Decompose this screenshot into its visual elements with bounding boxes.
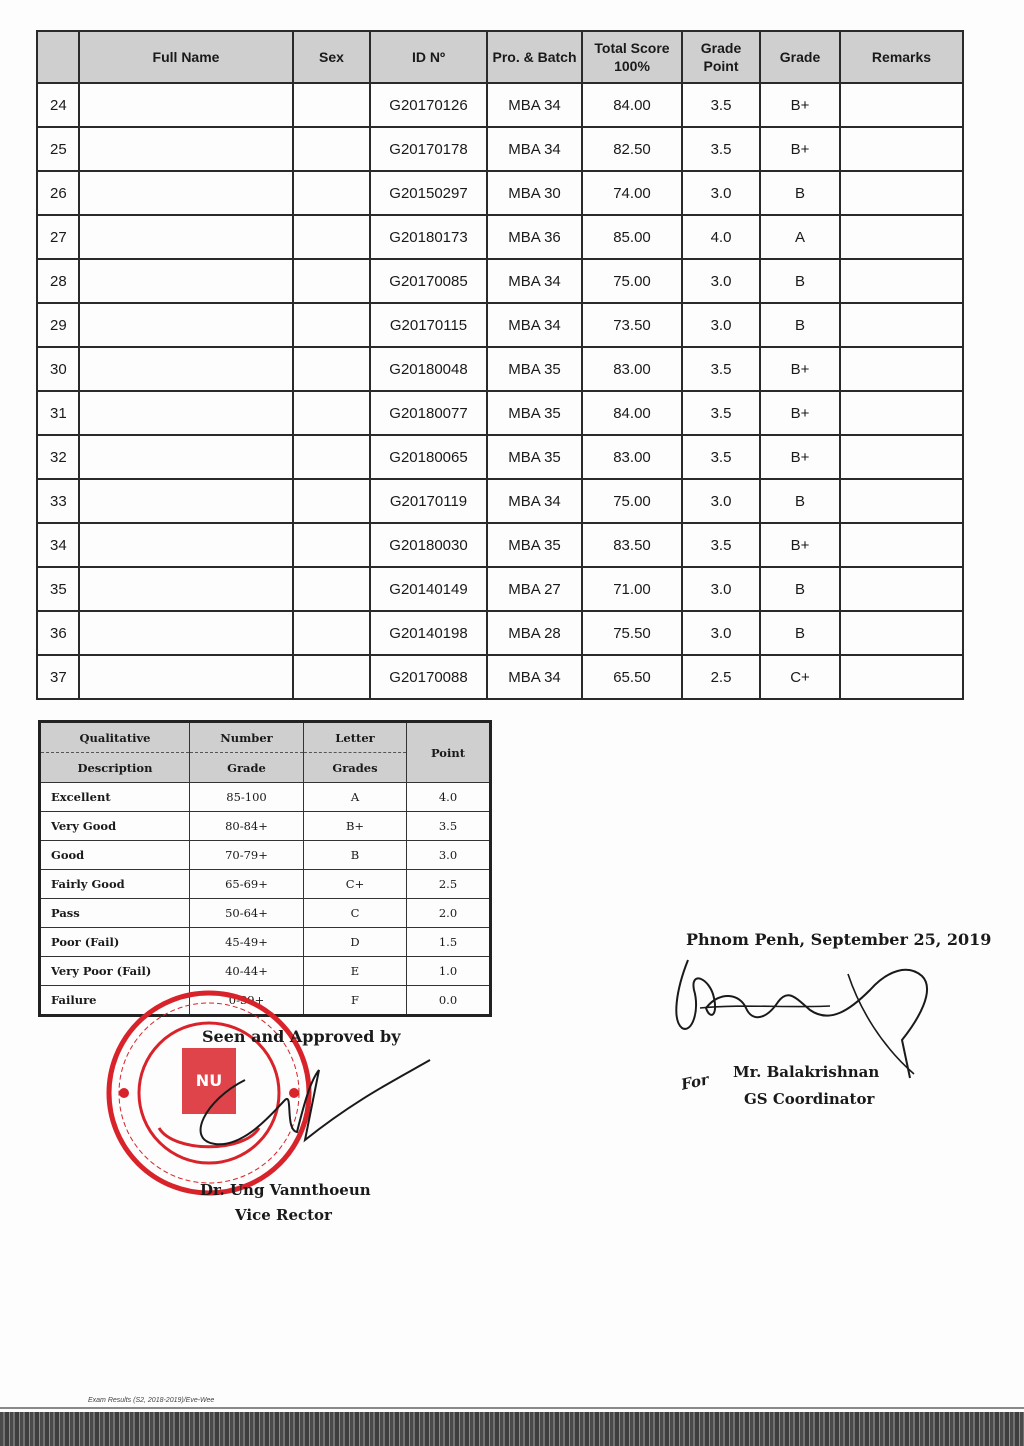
cell-batch: MBA 35 xyxy=(487,435,582,479)
table-row xyxy=(37,303,963,347)
cell-batch: MBA 35 xyxy=(487,347,582,391)
cell-remarks xyxy=(840,391,963,435)
cell-batch: MBA 28 xyxy=(487,611,582,655)
scale-row xyxy=(40,928,491,957)
cell-id: G20170085 xyxy=(370,259,487,303)
cell-grade: B+ xyxy=(760,435,840,479)
cell-id: G20140198 xyxy=(370,611,487,655)
cell-no: 33 xyxy=(37,479,79,523)
results-body xyxy=(37,83,963,699)
cell-score: 82.50 xyxy=(582,127,682,171)
cell-remarks xyxy=(840,215,963,259)
cell-grade-point: 3.5 xyxy=(682,127,760,171)
table-row xyxy=(37,479,963,523)
scale-desc: Very Poor (Fail) xyxy=(40,957,190,986)
table-row xyxy=(37,171,963,215)
cell-grade-point: 3.0 xyxy=(682,479,760,523)
cell-sex xyxy=(293,435,370,479)
scale-desc: Failure xyxy=(40,986,190,1016)
scale-point: 1.5 xyxy=(407,928,491,957)
scale-point: 3.5 xyxy=(407,812,491,841)
scale-header-num-bot: Grade xyxy=(190,753,304,783)
cell-remarks xyxy=(840,347,963,391)
table-row xyxy=(37,259,963,303)
cell-name xyxy=(79,171,293,215)
cell-grade-point: 3.0 xyxy=(682,567,760,611)
cell-grade-point: 3.5 xyxy=(682,83,760,127)
scan-line xyxy=(0,1407,1024,1409)
cell-name xyxy=(79,391,293,435)
scale-range: 45-49+ xyxy=(190,928,304,957)
header-total-line2: 100% xyxy=(614,58,650,74)
cell-remarks xyxy=(840,127,963,171)
cell-no: 28 xyxy=(37,259,79,303)
scale-body xyxy=(40,783,491,1016)
table-row xyxy=(37,127,963,171)
cell-name xyxy=(79,611,293,655)
cell-grade: B xyxy=(760,171,840,215)
cell-batch: MBA 30 xyxy=(487,171,582,215)
cell-grade-point: 2.5 xyxy=(682,655,760,699)
scale-point: 0.0 xyxy=(407,986,491,1016)
cell-grade-point: 4.0 xyxy=(682,215,760,259)
cell-score: 65.50 xyxy=(582,655,682,699)
cell-batch: MBA 34 xyxy=(487,303,582,347)
cell-name xyxy=(79,479,293,523)
table-row xyxy=(37,83,963,127)
cell-score: 85.00 xyxy=(582,215,682,259)
cell-grade-point: 3.5 xyxy=(682,435,760,479)
cell-batch: MBA 34 xyxy=(487,127,582,171)
cell-name xyxy=(79,259,293,303)
cell-grade: B+ xyxy=(760,523,840,567)
cell-name xyxy=(79,83,293,127)
scale-desc: Fairly Good xyxy=(40,870,190,899)
scale-letter: B xyxy=(304,841,407,870)
cell-grade-point: 3.0 xyxy=(682,171,760,215)
rector-name: Dr. Ung Vannthoeun xyxy=(200,1181,371,1199)
scale-header-num-top: Number xyxy=(190,722,304,753)
cell-sex xyxy=(293,523,370,567)
scale-row xyxy=(40,870,491,899)
scale-header-point: Point xyxy=(407,722,491,783)
cell-id: G20170119 xyxy=(370,479,487,523)
cell-id: G20170126 xyxy=(370,83,487,127)
scale-row xyxy=(40,783,491,812)
cell-grade: B+ xyxy=(760,83,840,127)
cell-name xyxy=(79,347,293,391)
cell-grade: A xyxy=(760,215,840,259)
cell-remarks xyxy=(840,83,963,127)
cell-name xyxy=(79,215,293,259)
header-remarks: Remarks xyxy=(840,31,963,83)
scale-range: 40-44+ xyxy=(190,957,304,986)
cell-no: 31 xyxy=(37,391,79,435)
cell-remarks xyxy=(840,259,963,303)
scale-row xyxy=(40,841,491,870)
cell-no: 36 xyxy=(37,611,79,655)
date-line: Phnom Penh, September 25, 2019 xyxy=(686,930,992,949)
cell-score: 83.00 xyxy=(582,347,682,391)
cell-grade-point: 3.0 xyxy=(682,303,760,347)
table-row xyxy=(37,567,963,611)
header-total-score xyxy=(582,31,682,83)
cell-score: 74.00 xyxy=(582,171,682,215)
cell-score: 73.50 xyxy=(582,303,682,347)
cell-batch: MBA 34 xyxy=(487,83,582,127)
cell-id: G20170115 xyxy=(370,303,487,347)
cell-grade-point: 3.5 xyxy=(682,391,760,435)
cell-sex xyxy=(293,479,370,523)
scale-point: 1.0 xyxy=(407,957,491,986)
cell-no: 37 xyxy=(37,655,79,699)
header-sex: Sex xyxy=(293,31,370,83)
cell-grade: B xyxy=(760,611,840,655)
scale-row xyxy=(40,957,491,986)
cell-name xyxy=(79,655,293,699)
cell-batch: MBA 36 xyxy=(487,215,582,259)
cell-grade: B xyxy=(760,259,840,303)
cell-score: 83.50 xyxy=(582,523,682,567)
cell-no: 27 xyxy=(37,215,79,259)
cell-no: 29 xyxy=(37,303,79,347)
cell-remarks xyxy=(840,303,963,347)
cell-batch: MBA 34 xyxy=(487,479,582,523)
scale-desc: Very Good xyxy=(40,812,190,841)
header-gp-line1: Grade xyxy=(700,39,742,56)
scale-point: 4.0 xyxy=(407,783,491,812)
cell-id: G20180048 xyxy=(370,347,487,391)
scale-desc: Pass xyxy=(40,899,190,928)
cell-grade: B+ xyxy=(760,391,840,435)
table-row xyxy=(37,347,963,391)
cell-id: G20180173 xyxy=(370,215,487,259)
cell-sex xyxy=(293,611,370,655)
footer-reference: Exam Results (S2, 2018-2019)/Eve-Wee xyxy=(88,1397,215,1404)
cell-sex xyxy=(293,259,370,303)
cell-id: G20170088 xyxy=(370,655,487,699)
cell-name xyxy=(79,303,293,347)
cell-batch: MBA 35 xyxy=(487,391,582,435)
cell-grade: B+ xyxy=(760,347,840,391)
scale-row xyxy=(40,899,491,928)
results-table xyxy=(36,30,964,700)
cell-remarks xyxy=(840,479,963,523)
scale-range: 65-69+ xyxy=(190,870,304,899)
cell-id: G20170178 xyxy=(370,127,487,171)
cell-grade: B xyxy=(760,303,840,347)
header-id: ID Nº xyxy=(370,31,487,83)
scale-header-desc-top: Qualitative xyxy=(40,722,190,753)
header-total-line1: Total Score xyxy=(594,39,670,56)
scale-header-row-top xyxy=(40,722,491,753)
coordinator-title: GS Coordinator xyxy=(744,1090,875,1108)
scale-header-desc-bot: Description xyxy=(40,753,190,783)
cell-no: 24 xyxy=(37,83,79,127)
rector-title: Vice Rector xyxy=(235,1206,332,1224)
cell-score: 71.00 xyxy=(582,567,682,611)
cell-no: 30 xyxy=(37,347,79,391)
scale-range: 85-100 xyxy=(190,783,304,812)
cell-batch: MBA 34 xyxy=(487,259,582,303)
cell-grade: C+ xyxy=(760,655,840,699)
scale-letter: E xyxy=(304,957,407,986)
scale-point: 2.5 xyxy=(407,870,491,899)
cell-no: 35 xyxy=(37,567,79,611)
scale-row xyxy=(40,812,491,841)
cell-grade: B xyxy=(760,567,840,611)
cell-sex xyxy=(293,215,370,259)
scale-point: 2.0 xyxy=(407,899,491,928)
cell-sex xyxy=(293,391,370,435)
results-header-row xyxy=(37,31,963,83)
table-row xyxy=(37,435,963,479)
cell-no: 26 xyxy=(37,171,79,215)
scale-letter: C+ xyxy=(304,870,407,899)
cell-remarks xyxy=(840,567,963,611)
cell-score: 84.00 xyxy=(582,83,682,127)
cell-remarks xyxy=(840,523,963,567)
university-seal xyxy=(104,988,314,1198)
scale-letter: C xyxy=(304,899,407,928)
scale-header-letter-top: Letter xyxy=(304,722,407,753)
scale-range: 70-79+ xyxy=(190,841,304,870)
table-row xyxy=(37,655,963,699)
cell-grade-point: 3.0 xyxy=(682,611,760,655)
for-mark: For xyxy=(679,1070,711,1094)
scale-point: 3.0 xyxy=(407,841,491,870)
header-no xyxy=(37,31,79,83)
cell-grade-point: 3.0 xyxy=(682,259,760,303)
cell-grade: B+ xyxy=(760,127,840,171)
table-row xyxy=(37,391,963,435)
cell-remarks xyxy=(840,611,963,655)
scale-header-letter-bot: Grades xyxy=(304,753,407,783)
cell-name xyxy=(79,435,293,479)
cell-no: 32 xyxy=(37,435,79,479)
cell-sex xyxy=(293,127,370,171)
scale-range: 50-64+ xyxy=(190,899,304,928)
cell-sex xyxy=(293,83,370,127)
scan-edge xyxy=(0,1412,1024,1446)
cell-batch: MBA 35 xyxy=(487,523,582,567)
cell-id: G20140149 xyxy=(370,567,487,611)
cell-name xyxy=(79,567,293,611)
cell-sex xyxy=(293,655,370,699)
cell-id: G20180030 xyxy=(370,523,487,567)
cell-sex xyxy=(293,347,370,391)
table-row xyxy=(37,523,963,567)
cell-batch: MBA 34 xyxy=(487,655,582,699)
header-full-name: Full Name xyxy=(79,31,293,83)
cell-remarks xyxy=(840,171,963,215)
scale-range: 0-39+ xyxy=(190,986,304,1016)
cell-score: 83.00 xyxy=(582,435,682,479)
grading-scale-table xyxy=(38,720,492,1017)
coordinator-name: Mr. Balakrishnan xyxy=(733,1063,880,1081)
header-batch: Pro. & Batch xyxy=(487,31,582,83)
cell-sex xyxy=(293,303,370,347)
table-row xyxy=(37,215,963,259)
cell-score: 75.50 xyxy=(582,611,682,655)
scale-desc: Poor (Fail) xyxy=(40,928,190,957)
scale-letter: A xyxy=(304,783,407,812)
cell-name xyxy=(79,523,293,567)
cell-sex xyxy=(293,567,370,611)
approved-line: Seen and Approved by xyxy=(202,1027,401,1046)
cell-id: G20180077 xyxy=(370,391,487,435)
table-row xyxy=(37,611,963,655)
coordinator-signature xyxy=(670,950,940,1080)
cell-remarks xyxy=(840,435,963,479)
cell-score: 84.00 xyxy=(582,391,682,435)
cell-score: 75.00 xyxy=(582,479,682,523)
seal-initials: NU xyxy=(195,1071,223,1090)
cell-grade-point: 3.5 xyxy=(682,347,760,391)
scale-desc: Excellent xyxy=(40,783,190,812)
cell-no: 34 xyxy=(37,523,79,567)
cell-remarks xyxy=(840,655,963,699)
cell-name xyxy=(79,127,293,171)
cell-id: G20150297 xyxy=(370,171,487,215)
scale-desc: Good xyxy=(40,841,190,870)
cell-no: 25 xyxy=(37,127,79,171)
cell-grade-point: 3.5 xyxy=(682,523,760,567)
cell-sex xyxy=(293,171,370,215)
header-grade-point xyxy=(682,31,760,83)
header-gp-line2: Point xyxy=(703,58,739,74)
scale-letter: D xyxy=(304,928,407,957)
cell-score: 75.00 xyxy=(582,259,682,303)
cell-grade: B xyxy=(760,479,840,523)
cell-batch: MBA 27 xyxy=(487,567,582,611)
scale-range: 80-84+ xyxy=(190,812,304,841)
cell-id: G20180065 xyxy=(370,435,487,479)
scale-letter: F xyxy=(304,986,407,1016)
header-grade: Grade xyxy=(760,31,840,83)
scale-letter: B+ xyxy=(304,812,407,841)
